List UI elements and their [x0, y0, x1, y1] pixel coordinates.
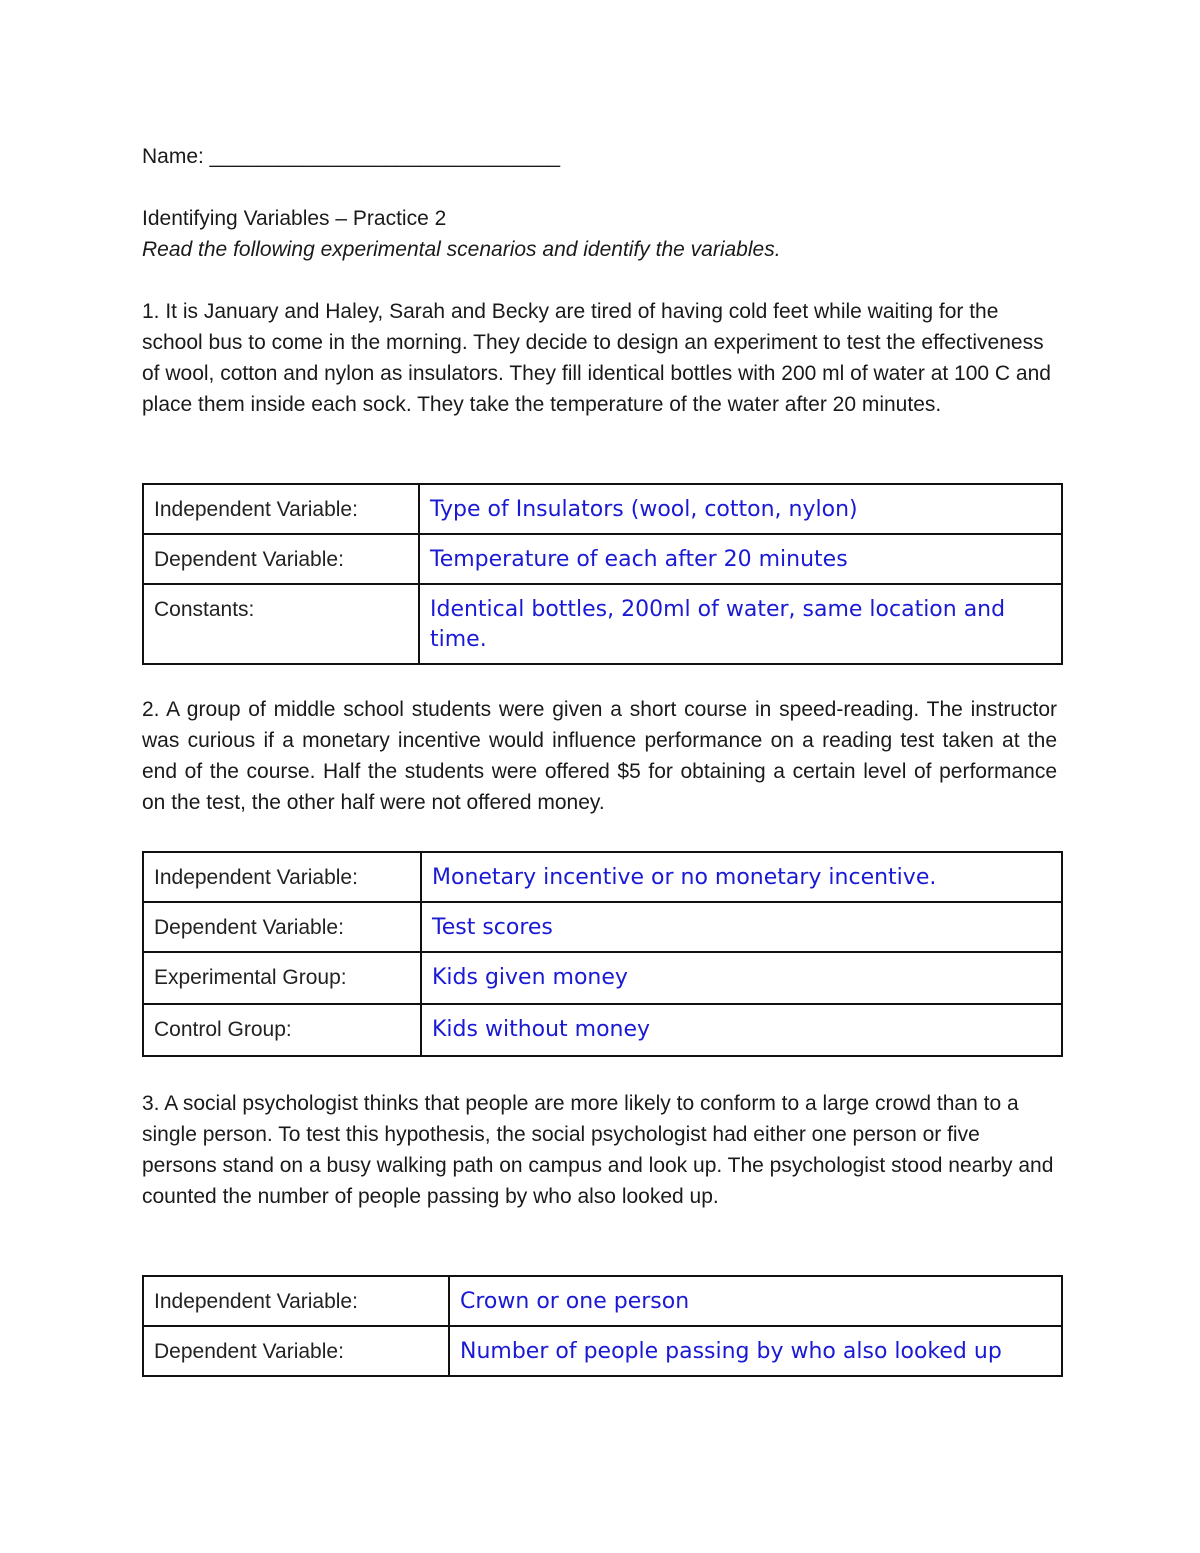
name-field-label: Name: ______________________________	[142, 145, 561, 168]
row-label: Dependent Variable:	[143, 1326, 449, 1376]
table-row	[143, 952, 1062, 1004]
row-answer: Test scores	[421, 902, 1062, 952]
row-answer: Type of Insulators (wool, cotton, nylon)	[419, 484, 1062, 534]
question-3-table	[142, 1275, 1063, 1377]
question-2-text: 2. A group of middle school students were given a short course in speed-reading. The instructor was curious if a monetary incentive would influence performance on a reading test taken at the end of the course. Half the students were offered $5 for obtaining a certain level of performance on the test, the other half were not offered money.	[142, 698, 1057, 814]
question-2-table	[142, 851, 1063, 1057]
row-answer: Monetary incentive or no monetary incentive.	[421, 852, 1062, 902]
row-answer: Identical bottles, 200ml of water, same location and time.	[419, 584, 1062, 664]
row-answer: Number of people passing by who also looked up	[449, 1326, 1062, 1376]
row-answer: Kids without money	[421, 1004, 1062, 1056]
table-row	[143, 584, 1062, 664]
instructions: Read the following experimental scenarios and identify the variables.	[142, 238, 781, 261]
table-row	[143, 1276, 1062, 1326]
row-label: Dependent Variable:	[143, 902, 421, 952]
row-label: Independent Variable:	[143, 484, 419, 534]
row-label: Control Group:	[143, 1004, 421, 1056]
table-row	[143, 484, 1062, 534]
row-answer: Temperature of each after 20 minutes	[419, 534, 1062, 584]
table-row	[143, 1004, 1062, 1056]
table-row	[143, 852, 1062, 902]
row-label: Experimental Group:	[143, 952, 421, 1004]
worksheet-title: Identifying Variables – Practice 2	[142, 207, 447, 230]
table-row	[143, 534, 1062, 584]
row-answer: Kids given money	[421, 952, 1062, 1004]
question-1-table	[142, 483, 1063, 665]
question-1-text: 1. It is January and Haley, Sarah and Becky are tired of having cold feet while waiting for the school bus to come in the morning. They decide to design an experiment to test the effectiveness of wool, cotton and nylon as insulators. They fill identical bottles with 200 ml of water at 100 C and place them inside each sock. They take the temperature of the water after 20 minutes.	[142, 300, 1051, 416]
row-label: Constants:	[143, 584, 419, 664]
row-label: Independent Variable:	[143, 852, 421, 902]
question-3-text: 3. A social psychologist thinks that people are more likely to conform to a large crowd than to a single person. To test this hypothesis, the social psychologist had either one person or five persons stand on a busy walking path on campus and look up. The psychologist stood nearby and counted the number of people passing by who also looked up.	[142, 1092, 1054, 1208]
row-label: Dependent Variable:	[143, 534, 419, 584]
row-answer: Crown or one person	[449, 1276, 1062, 1326]
table-row	[143, 902, 1062, 952]
row-label: Independent Variable:	[143, 1276, 449, 1326]
table-row	[143, 1326, 1062, 1376]
